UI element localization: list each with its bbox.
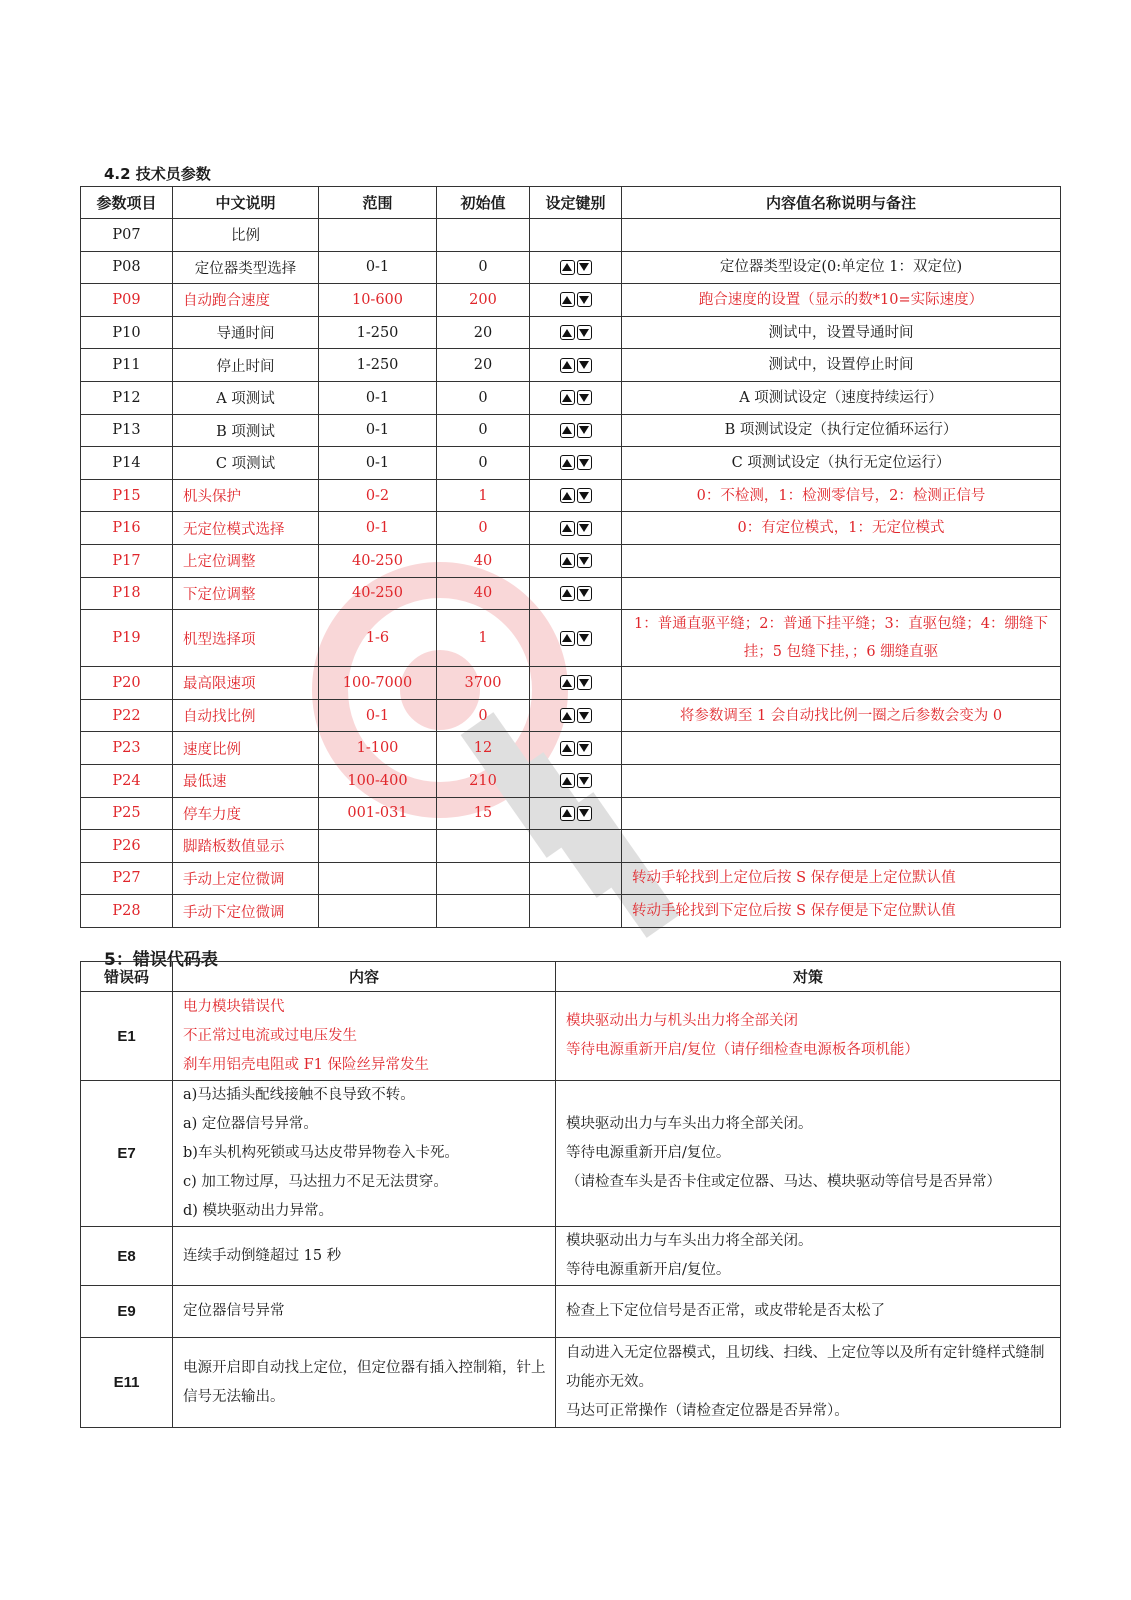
down-arrow-key-icon bbox=[577, 488, 592, 503]
param-note-cell: C 项测试设定（执行无定位运行） bbox=[622, 447, 1061, 480]
table-row bbox=[81, 284, 1061, 317]
technician-params-table bbox=[80, 186, 1061, 928]
param-range-cell: 0-1 bbox=[319, 381, 437, 414]
up-arrow-key-icon bbox=[560, 455, 575, 470]
param-code-cell: P18 bbox=[81, 577, 173, 610]
section-title-technician-params: 4.2 技术员参数 bbox=[104, 165, 211, 183]
param-code-cell: P20 bbox=[81, 667, 173, 700]
down-arrow-key-icon bbox=[577, 358, 592, 373]
col-header-measure: 对策 bbox=[556, 962, 1061, 992]
param-desc-cell: 无定位模式选择 bbox=[173, 512, 319, 545]
up-arrow-key-icon bbox=[560, 325, 575, 340]
param-init-cell bbox=[437, 830, 530, 863]
down-arrow-key-icon bbox=[577, 423, 592, 438]
param-init-cell: 0 bbox=[437, 414, 530, 447]
up-arrow-key-icon bbox=[560, 423, 575, 438]
down-arrow-key-icon bbox=[577, 586, 592, 601]
up-arrow-key-icon bbox=[560, 741, 575, 756]
up-arrow-key-icon bbox=[560, 708, 575, 723]
error-content-line: c) 加工物过厚，马达扭力不足无法贯穿。 bbox=[183, 1174, 448, 1190]
param-note-cell: A 项测试设定（速度持续运行） bbox=[622, 381, 1061, 414]
param-range-cell: 1-250 bbox=[319, 349, 437, 382]
error-content-line: a)马达插头配线接触不良导致不转。 bbox=[183, 1087, 415, 1103]
error-code-cell: E11 bbox=[81, 1338, 173, 1428]
error-measure-cell bbox=[556, 992, 1061, 1081]
param-note-cell bbox=[622, 667, 1061, 700]
param-init-cell bbox=[437, 219, 530, 252]
error-content-line: b)车头机构死锁或马达皮带异物卷入卡死。 bbox=[183, 1145, 459, 1161]
param-range-cell bbox=[319, 895, 437, 928]
table-row bbox=[81, 316, 1061, 349]
up-arrow-key-icon bbox=[560, 488, 575, 503]
error-code-cell: E8 bbox=[81, 1227, 173, 1286]
param-init-cell: 3700 bbox=[437, 667, 530, 700]
up-arrow-key-icon bbox=[560, 553, 575, 568]
param-code-cell: P19 bbox=[81, 610, 173, 667]
error-measure-line: 模块驱动出力与车头出力将全部关闭。 bbox=[566, 1116, 813, 1132]
section-title-error-codes: 5：错误代码表 bbox=[104, 950, 218, 970]
col-header-range: 范围 bbox=[319, 187, 437, 219]
param-code-cell: P07 bbox=[81, 219, 173, 252]
param-desc-cell: 导通时间 bbox=[173, 316, 319, 349]
table-row bbox=[81, 797, 1061, 830]
error-content-cell bbox=[173, 1227, 556, 1286]
table-row bbox=[81, 610, 1061, 667]
param-keys-cell bbox=[530, 447, 622, 480]
error-content-cell bbox=[173, 992, 556, 1081]
param-desc-cell: 上定位调整 bbox=[173, 544, 319, 577]
param-desc-cell: B 项测试 bbox=[173, 414, 319, 447]
table-row bbox=[81, 862, 1061, 895]
param-code-cell: P14 bbox=[81, 447, 173, 480]
param-code-cell: P24 bbox=[81, 764, 173, 797]
up-down-keys bbox=[560, 553, 592, 568]
error-measure-cell bbox=[556, 1227, 1061, 1286]
down-arrow-key-icon bbox=[577, 675, 592, 690]
param-note-cell: 测试中，设置停止时间 bbox=[622, 349, 1061, 382]
error-content-line: a) 定位器信号异常。 bbox=[183, 1116, 318, 1132]
error-content-cell bbox=[173, 1081, 556, 1227]
down-arrow-key-icon bbox=[577, 521, 592, 536]
up-down-keys bbox=[560, 708, 592, 723]
table-row bbox=[81, 764, 1061, 797]
table-row bbox=[81, 1338, 1061, 1428]
param-range-cell: 100-400 bbox=[319, 764, 437, 797]
error-code-table bbox=[80, 961, 1061, 1428]
param-keys-cell bbox=[530, 797, 622, 830]
param-keys-cell bbox=[530, 479, 622, 512]
down-arrow-key-icon bbox=[577, 773, 592, 788]
error-measure-cell bbox=[556, 1338, 1061, 1428]
param-keys-cell bbox=[530, 414, 622, 447]
error-code-cell: E9 bbox=[81, 1286, 173, 1338]
table-row bbox=[81, 830, 1061, 863]
down-arrow-key-icon bbox=[577, 292, 592, 307]
param-code-cell: P09 bbox=[81, 284, 173, 317]
up-arrow-key-icon bbox=[560, 358, 575, 373]
error-measure-line: 检查上下定位信号是否正常，或皮带轮是否太松了 bbox=[566, 1303, 885, 1319]
param-range-cell: 1-6 bbox=[319, 610, 437, 667]
param-keys-cell bbox=[530, 577, 622, 610]
up-arrow-key-icon bbox=[560, 675, 575, 690]
param-code-cell: P15 bbox=[81, 479, 173, 512]
up-down-keys bbox=[560, 773, 592, 788]
table-row bbox=[81, 544, 1061, 577]
error-measure-cell bbox=[556, 1081, 1061, 1227]
up-down-keys bbox=[560, 521, 592, 536]
col-header-error-code: 错误码 bbox=[81, 962, 173, 992]
param-code-cell: P28 bbox=[81, 895, 173, 928]
table-row bbox=[81, 667, 1061, 700]
param-keys-cell bbox=[530, 610, 622, 667]
param-keys-cell bbox=[530, 219, 622, 252]
up-down-keys bbox=[560, 325, 592, 340]
down-arrow-key-icon bbox=[577, 455, 592, 470]
param-keys-cell bbox=[530, 381, 622, 414]
param-desc-cell: 速度比例 bbox=[173, 732, 319, 765]
col-header-note: 内容值名称说明与备注 bbox=[622, 187, 1061, 219]
param-keys-cell bbox=[530, 699, 622, 732]
param-keys-cell bbox=[530, 512, 622, 545]
param-note-cell bbox=[622, 797, 1061, 830]
up-arrow-key-icon bbox=[560, 260, 575, 275]
table-row bbox=[81, 349, 1061, 382]
param-desc-cell: 比例 bbox=[173, 219, 319, 252]
param-desc-cell: 脚踏板数值显示 bbox=[173, 830, 319, 863]
up-down-keys bbox=[560, 390, 592, 405]
up-arrow-key-icon bbox=[560, 292, 575, 307]
param-range-cell: 10-600 bbox=[319, 284, 437, 317]
param-code-cell: P27 bbox=[81, 862, 173, 895]
param-range-cell: 0-1 bbox=[319, 447, 437, 480]
param-code-cell: P22 bbox=[81, 699, 173, 732]
param-note-cell: B 项测试设定（执行定位循环运行） bbox=[622, 414, 1061, 447]
param-note-cell: 0：有定位模式，1：无定位模式 bbox=[622, 512, 1061, 545]
down-arrow-key-icon bbox=[577, 390, 592, 405]
up-down-keys bbox=[560, 631, 592, 646]
param-init-cell: 12 bbox=[437, 732, 530, 765]
col-header-desc: 中文说明 bbox=[173, 187, 319, 219]
up-down-keys bbox=[560, 675, 592, 690]
param-init-cell: 0 bbox=[437, 699, 530, 732]
param-note-cell bbox=[622, 577, 1061, 610]
param-code-cell: P23 bbox=[81, 732, 173, 765]
error-content-line: 定位器信号异常 bbox=[183, 1303, 285, 1319]
error-measure-line: （请检查车头是否卡住或定位器、马达、模块驱动等信号是否异常） bbox=[566, 1174, 1001, 1190]
table-row bbox=[81, 577, 1061, 610]
table-row bbox=[81, 1286, 1061, 1338]
param-keys-cell bbox=[530, 764, 622, 797]
param-keys-cell bbox=[530, 667, 622, 700]
param-code-cell: P25 bbox=[81, 797, 173, 830]
table-row bbox=[81, 1227, 1061, 1286]
param-keys-cell bbox=[530, 349, 622, 382]
param-code-cell: P08 bbox=[81, 251, 173, 284]
param-range-cell bbox=[319, 830, 437, 863]
up-down-keys bbox=[560, 260, 592, 275]
param-keys-cell bbox=[530, 732, 622, 765]
table-row bbox=[81, 381, 1061, 414]
param-init-cell: 0 bbox=[437, 512, 530, 545]
param-range-cell: 0-2 bbox=[319, 479, 437, 512]
up-arrow-key-icon bbox=[560, 586, 575, 601]
param-note-cell: 测试中，设置导通时间 bbox=[622, 316, 1061, 349]
down-arrow-key-icon bbox=[577, 553, 592, 568]
col-header-code: 参数项目 bbox=[81, 187, 173, 219]
param-init-cell: 20 bbox=[437, 316, 530, 349]
table-row bbox=[81, 447, 1061, 480]
error-code-cell: E7 bbox=[81, 1081, 173, 1227]
param-desc-cell: 自动跑合速度 bbox=[173, 284, 319, 317]
table-row bbox=[81, 699, 1061, 732]
param-note-cell bbox=[622, 219, 1061, 252]
down-arrow-key-icon bbox=[577, 806, 592, 821]
param-note-cell: 1：普通直驱平缝；2：普通下挂平缝；3：直驱包缝；4：绷缝下挂；5 包缝下挂，；6 绷缝直驱 bbox=[622, 610, 1061, 667]
param-keys-cell bbox=[530, 284, 622, 317]
param-range-cell: 0-1 bbox=[319, 251, 437, 284]
table-row bbox=[81, 219, 1061, 252]
down-arrow-key-icon bbox=[577, 260, 592, 275]
param-keys-cell bbox=[530, 830, 622, 863]
param-init-cell: 40 bbox=[437, 544, 530, 577]
up-arrow-key-icon bbox=[560, 806, 575, 821]
param-desc-cell: 定位器类型选择 bbox=[173, 251, 319, 284]
param-keys-cell bbox=[530, 895, 622, 928]
param-note-cell bbox=[622, 544, 1061, 577]
param-range-cell: 40-250 bbox=[319, 577, 437, 610]
error-content-line: 不正常过电流或过电压发生 bbox=[183, 1027, 357, 1044]
param-note-cell: 将参数调至 1 会自动找比例一圈之后参数会变为 0 bbox=[622, 699, 1061, 732]
error-content-line: 电力模块错误代 bbox=[183, 998, 285, 1015]
error-content-line: 刹车用铝壳电阻或 F1 保险丝异常发生 bbox=[183, 1056, 430, 1073]
error-measure-cell bbox=[556, 1286, 1061, 1338]
param-note-cell: 跑合速度的设置（显示的数*10=实际速度） bbox=[622, 284, 1061, 317]
param-init-cell: 1 bbox=[437, 479, 530, 512]
up-down-keys bbox=[560, 488, 592, 503]
error-content-line: 电源开启即自动找上定位，但定位器有插入控制箱，针上信号无法输出。 bbox=[183, 1359, 546, 1405]
param-note-cell: 0：不检测，1：检测零信号，2：检测正信号 bbox=[622, 479, 1061, 512]
param-init-cell bbox=[437, 895, 530, 928]
param-desc-cell: 下定位调整 bbox=[173, 577, 319, 610]
up-down-keys bbox=[560, 423, 592, 438]
param-desc-cell: 停车力度 bbox=[173, 797, 319, 830]
param-desc-cell: 停止时间 bbox=[173, 349, 319, 382]
table-row bbox=[81, 732, 1061, 765]
param-range-cell bbox=[319, 219, 437, 252]
table-header-row bbox=[81, 187, 1061, 219]
down-arrow-key-icon bbox=[577, 708, 592, 723]
param-init-cell: 40 bbox=[437, 577, 530, 610]
table-row bbox=[81, 895, 1061, 928]
param-init-cell: 210 bbox=[437, 764, 530, 797]
param-desc-cell: 最低速 bbox=[173, 764, 319, 797]
error-content-line: d) 模块驱动出力异常。 bbox=[183, 1203, 334, 1219]
param-desc-cell: 手动下定位微调 bbox=[173, 895, 319, 928]
param-desc-cell: 机头保护 bbox=[173, 479, 319, 512]
param-code-cell: P11 bbox=[81, 349, 173, 382]
up-down-keys bbox=[560, 455, 592, 470]
param-desc-cell: 手动上定位微调 bbox=[173, 862, 319, 895]
param-code-cell: P10 bbox=[81, 316, 173, 349]
param-note-cell: 转动手轮找到上定位后按 S 保存便是上定位默认值 bbox=[622, 862, 1061, 895]
param-code-cell: P12 bbox=[81, 381, 173, 414]
param-code-cell: P16 bbox=[81, 512, 173, 545]
error-measure-line: 马达可正常操作（请检查定位器是否异常）。 bbox=[566, 1403, 849, 1419]
error-code-cell: E1 bbox=[81, 992, 173, 1081]
param-init-cell: 1 bbox=[437, 610, 530, 667]
param-note-cell bbox=[622, 732, 1061, 765]
param-code-cell: P17 bbox=[81, 544, 173, 577]
param-code-cell: P13 bbox=[81, 414, 173, 447]
param-init-cell: 20 bbox=[437, 349, 530, 382]
up-down-keys bbox=[560, 741, 592, 756]
error-measure-line: 自动进入无定位器模式，且切线、扫线、上定位等以及所有定针缝样式缝制功能亦无效。 bbox=[566, 1345, 1045, 1390]
up-arrow-key-icon bbox=[560, 521, 575, 536]
param-init-cell bbox=[437, 862, 530, 895]
down-arrow-key-icon bbox=[577, 631, 592, 646]
table-row bbox=[81, 414, 1061, 447]
param-range-cell: 1-100 bbox=[319, 732, 437, 765]
param-init-cell: 15 bbox=[437, 797, 530, 830]
table-header-row bbox=[81, 962, 1061, 992]
param-range-cell: 100-7000 bbox=[319, 667, 437, 700]
error-measure-line: 模块驱动出力与车头出力将全部关闭。 bbox=[566, 1233, 813, 1249]
error-measure-line: 等待电源重新开启/复位。 bbox=[566, 1262, 731, 1278]
param-keys-cell bbox=[530, 316, 622, 349]
param-desc-cell: 机型选择项 bbox=[173, 610, 319, 667]
param-init-cell: 200 bbox=[437, 284, 530, 317]
param-keys-cell bbox=[530, 251, 622, 284]
param-range-cell: 0-1 bbox=[319, 699, 437, 732]
param-init-cell: 0 bbox=[437, 381, 530, 414]
param-note-cell: 转动手轮找到下定位后按 S 保存便是下定位默认值 bbox=[622, 895, 1061, 928]
error-content-cell bbox=[173, 1286, 556, 1338]
down-arrow-key-icon bbox=[577, 741, 592, 756]
param-keys-cell bbox=[530, 862, 622, 895]
table-row bbox=[81, 992, 1061, 1081]
up-arrow-key-icon bbox=[560, 773, 575, 788]
table-row bbox=[81, 479, 1061, 512]
param-desc-cell: A 项测试 bbox=[173, 381, 319, 414]
error-content-cell bbox=[173, 1338, 556, 1428]
error-measure-line: 模块驱动出力与机头出力将全部关闭 bbox=[566, 1013, 798, 1029]
param-keys-cell bbox=[530, 544, 622, 577]
up-down-keys bbox=[560, 806, 592, 821]
col-header-init: 初始值 bbox=[437, 187, 530, 219]
col-header-content: 内容 bbox=[173, 962, 556, 992]
param-range-cell: 001-031 bbox=[319, 797, 437, 830]
up-down-keys bbox=[560, 292, 592, 307]
col-header-keys: 设定键别 bbox=[530, 187, 622, 219]
up-down-keys bbox=[560, 358, 592, 373]
error-content-line: 连续手动倒缝超过 15 秒 bbox=[183, 1247, 342, 1264]
up-arrow-key-icon bbox=[560, 390, 575, 405]
param-desc-cell: C 项测试 bbox=[173, 447, 319, 480]
param-note-cell bbox=[622, 830, 1061, 863]
param-range-cell: 0-1 bbox=[319, 414, 437, 447]
down-arrow-key-icon bbox=[577, 325, 592, 340]
param-range-cell: 40-250 bbox=[319, 544, 437, 577]
up-down-keys bbox=[560, 586, 592, 601]
param-code-cell: P26 bbox=[81, 830, 173, 863]
table-row bbox=[81, 251, 1061, 284]
param-desc-cell: 最高限速项 bbox=[173, 667, 319, 700]
up-arrow-key-icon bbox=[560, 631, 575, 646]
param-range-cell: 0-1 bbox=[319, 512, 437, 545]
error-measure-line: 等待电源重新开启/复位。 bbox=[566, 1145, 731, 1161]
table-row bbox=[81, 512, 1061, 545]
param-init-cell: 0 bbox=[437, 447, 530, 480]
param-desc-cell: 自动找比例 bbox=[173, 699, 319, 732]
param-range-cell bbox=[319, 862, 437, 895]
table-row bbox=[81, 1081, 1061, 1227]
param-init-cell: 0 bbox=[437, 251, 530, 284]
param-range-cell: 1-250 bbox=[319, 316, 437, 349]
error-measure-line: 等待电源重新开启/复位（请仔细检查电源板各项机能） bbox=[566, 1042, 919, 1058]
param-note-cell bbox=[622, 764, 1061, 797]
param-note-cell: 定位器类型设定(0:单定位 1：双定位) bbox=[622, 251, 1061, 284]
